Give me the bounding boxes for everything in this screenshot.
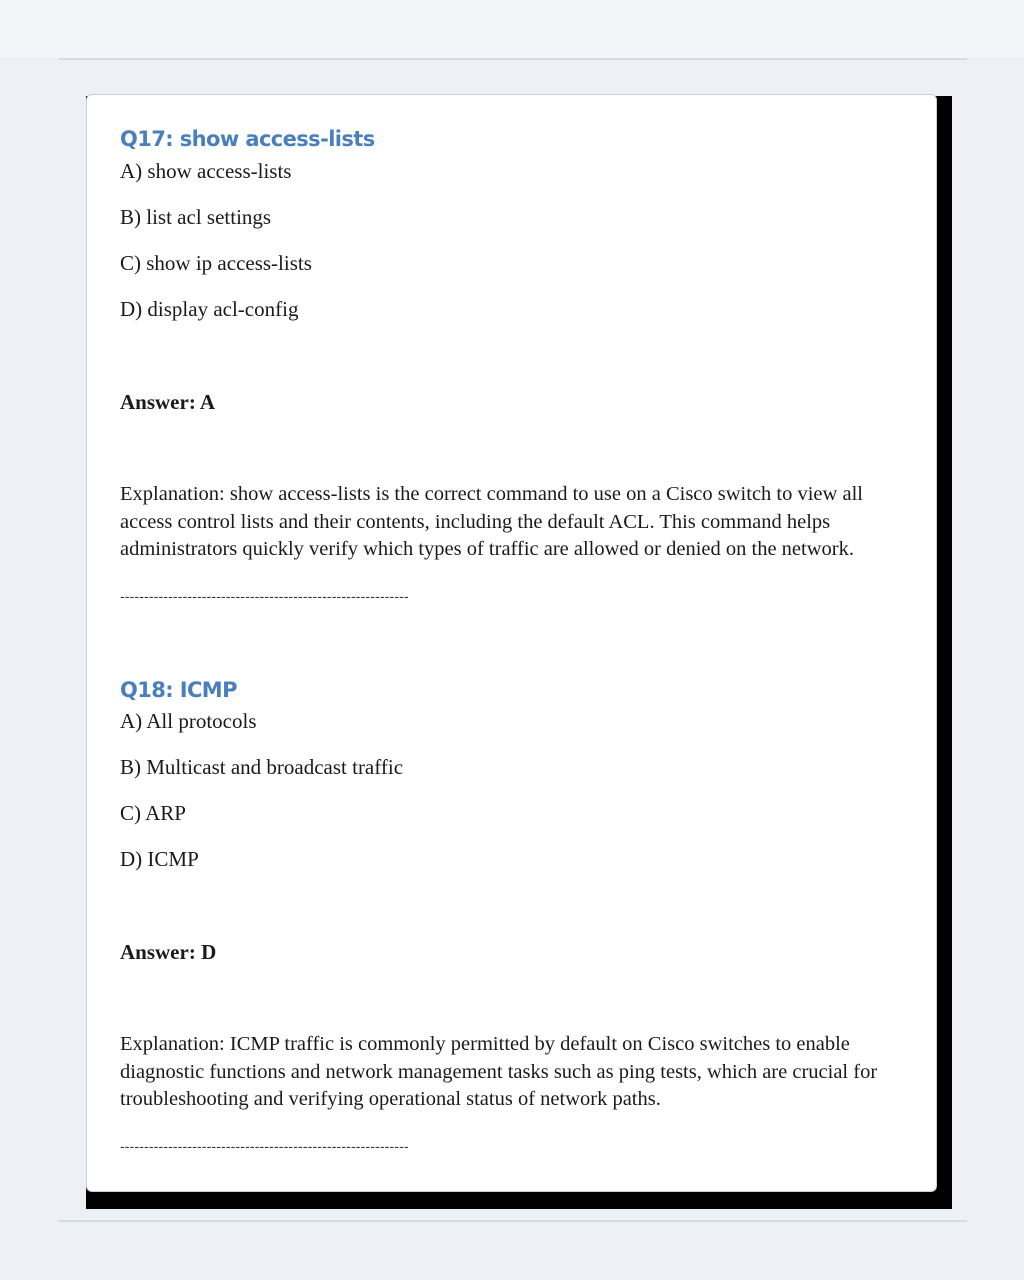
option-b: B) list acl settings: [120, 205, 272, 229]
option-c: C) show ip access-lists: [120, 251, 312, 275]
separator-line: ------------------------------------------------------------: [120, 1138, 409, 1154]
option-b: B) Multicast and broadcast traffic: [120, 755, 404, 779]
option-a: A) show access-lists: [120, 159, 292, 183]
option-c: C) ARP: [120, 801, 186, 825]
answer-line: Answer: D: [120, 940, 217, 964]
question-title: Q17: show access-lists: [120, 127, 375, 151]
option-d: D) ICMP: [120, 847, 199, 871]
answer-line: Answer: A: [120, 390, 216, 414]
explanation-text: Explanation: show access-lists is the correct command to use on a Cisco switch to view all access control lists and their contents, including the default ACL. This command helps administrators quickly verify which types of traffic are allowed or denied on the network.: [120, 483, 863, 560]
option-d: D) display acl-config: [120, 297, 299, 321]
explanation-text: Explanation: ICMP traffic is commonly permitted by default on Cisco switches to enable diagnostic functions and network management tasks such as ping tests, which are crucial for troubleshooting and verifying operational status of network paths.: [120, 1033, 878, 1110]
option-a: A) All protocols: [120, 709, 257, 733]
bottom-divider: [58, 1220, 967, 1222]
separator-line: ------------------------------------------------------------: [120, 588, 409, 604]
top-divider: [58, 58, 967, 60]
viewer-top-bar: [0, 0, 1024, 58]
question-title: Q18: ICMP: [120, 678, 237, 702]
